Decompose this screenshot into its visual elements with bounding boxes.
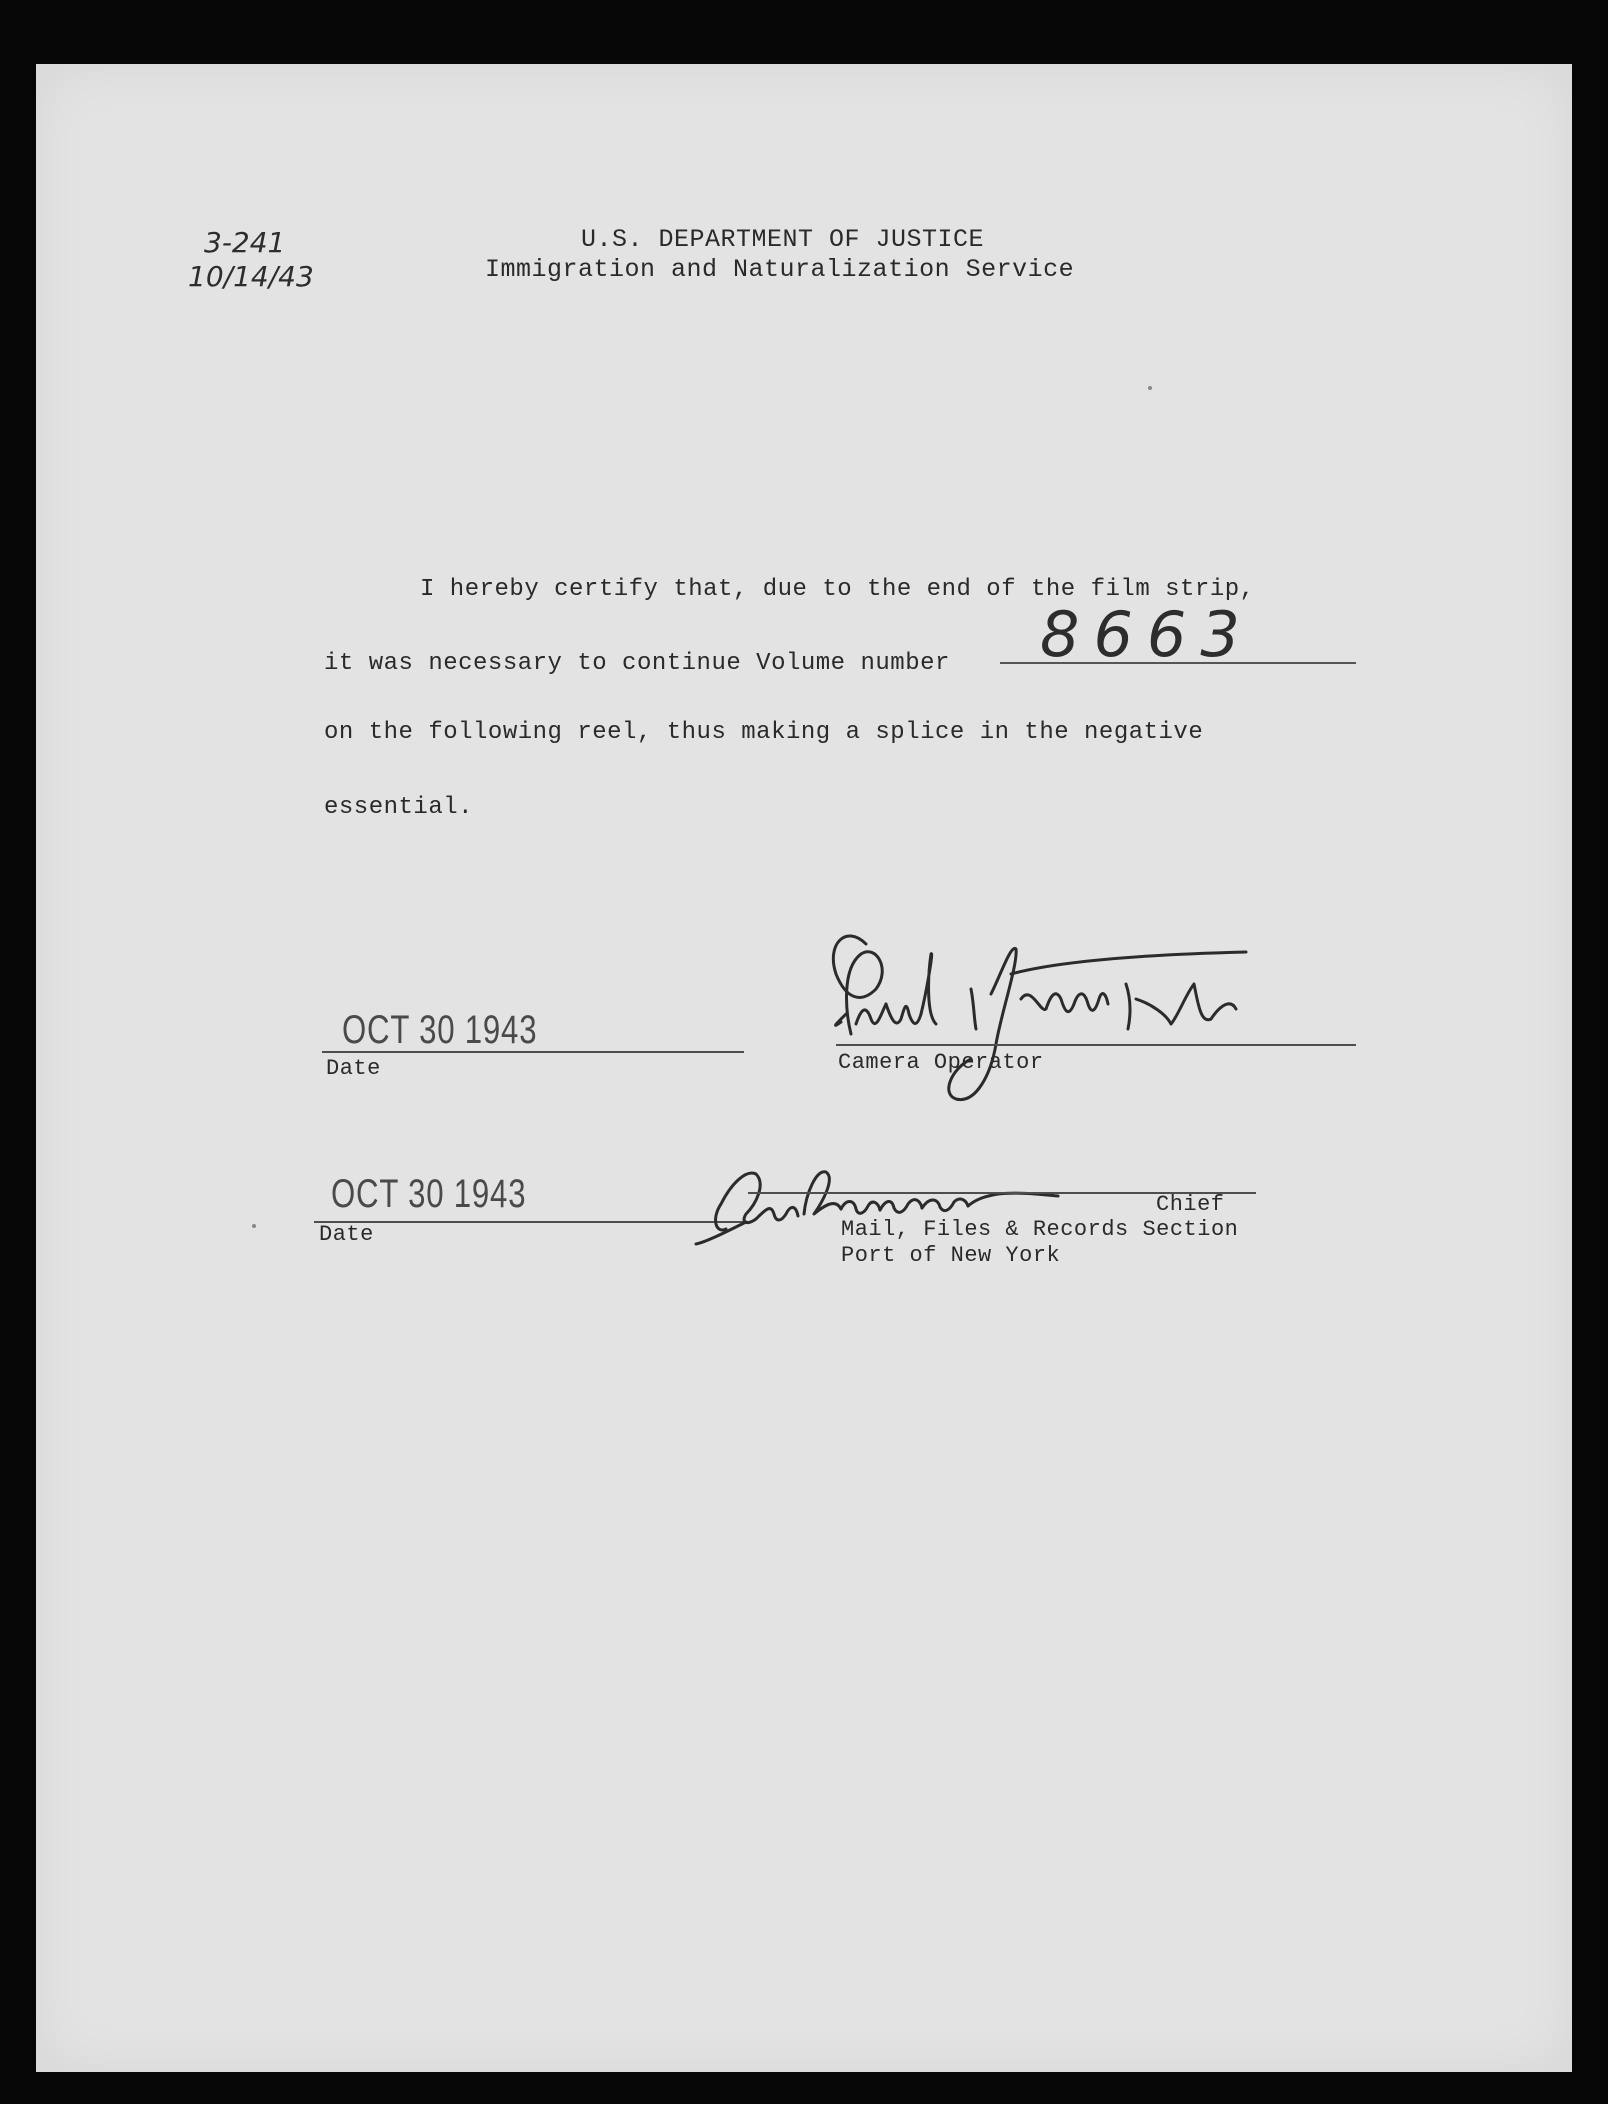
- form-revision-date: 10/14/43: [188, 260, 314, 293]
- form-number: 3-241: [204, 226, 286, 259]
- date-line-chief: [314, 1221, 748, 1223]
- certification-line-2: it was necessary to continue Volume number: [324, 650, 950, 677]
- camera-operator-signature: [806, 904, 1406, 1134]
- document-page: [36, 64, 1572, 2072]
- certification-line-3: on the following reel, thus making a splice in the negative: [324, 719, 1204, 746]
- camera-operator-label: Camera Operator: [838, 1050, 1044, 1075]
- agency-heading: U.S. DEPARTMENT OF JUSTICE: [581, 225, 985, 254]
- volume-number: 8663: [1040, 598, 1254, 671]
- date-stamp-camera: OCT 30 1943: [342, 1008, 538, 1052]
- date-stamp-chief: OCT 30 1943: [331, 1172, 527, 1216]
- paper-speck: [252, 1224, 256, 1228]
- date-line-camera: [322, 1051, 744, 1053]
- date-label-chief: Date: [319, 1222, 374, 1247]
- certification-line-1: I hereby certify that, due to the end of the film strip,: [420, 576, 1255, 603]
- section-name: Mail, Files & Records Section: [841, 1217, 1239, 1242]
- signature-line-camera: [836, 1044, 1356, 1046]
- section-location: Port of New York: [841, 1243, 1061, 1268]
- certification-line-4: essential.: [324, 794, 474, 821]
- paper-speck: [1148, 386, 1152, 390]
- date-label-camera: Date: [326, 1056, 381, 1081]
- chief-title: Chief: [1156, 1192, 1225, 1217]
- service-heading: Immigration and Naturalization Service: [485, 255, 1075, 284]
